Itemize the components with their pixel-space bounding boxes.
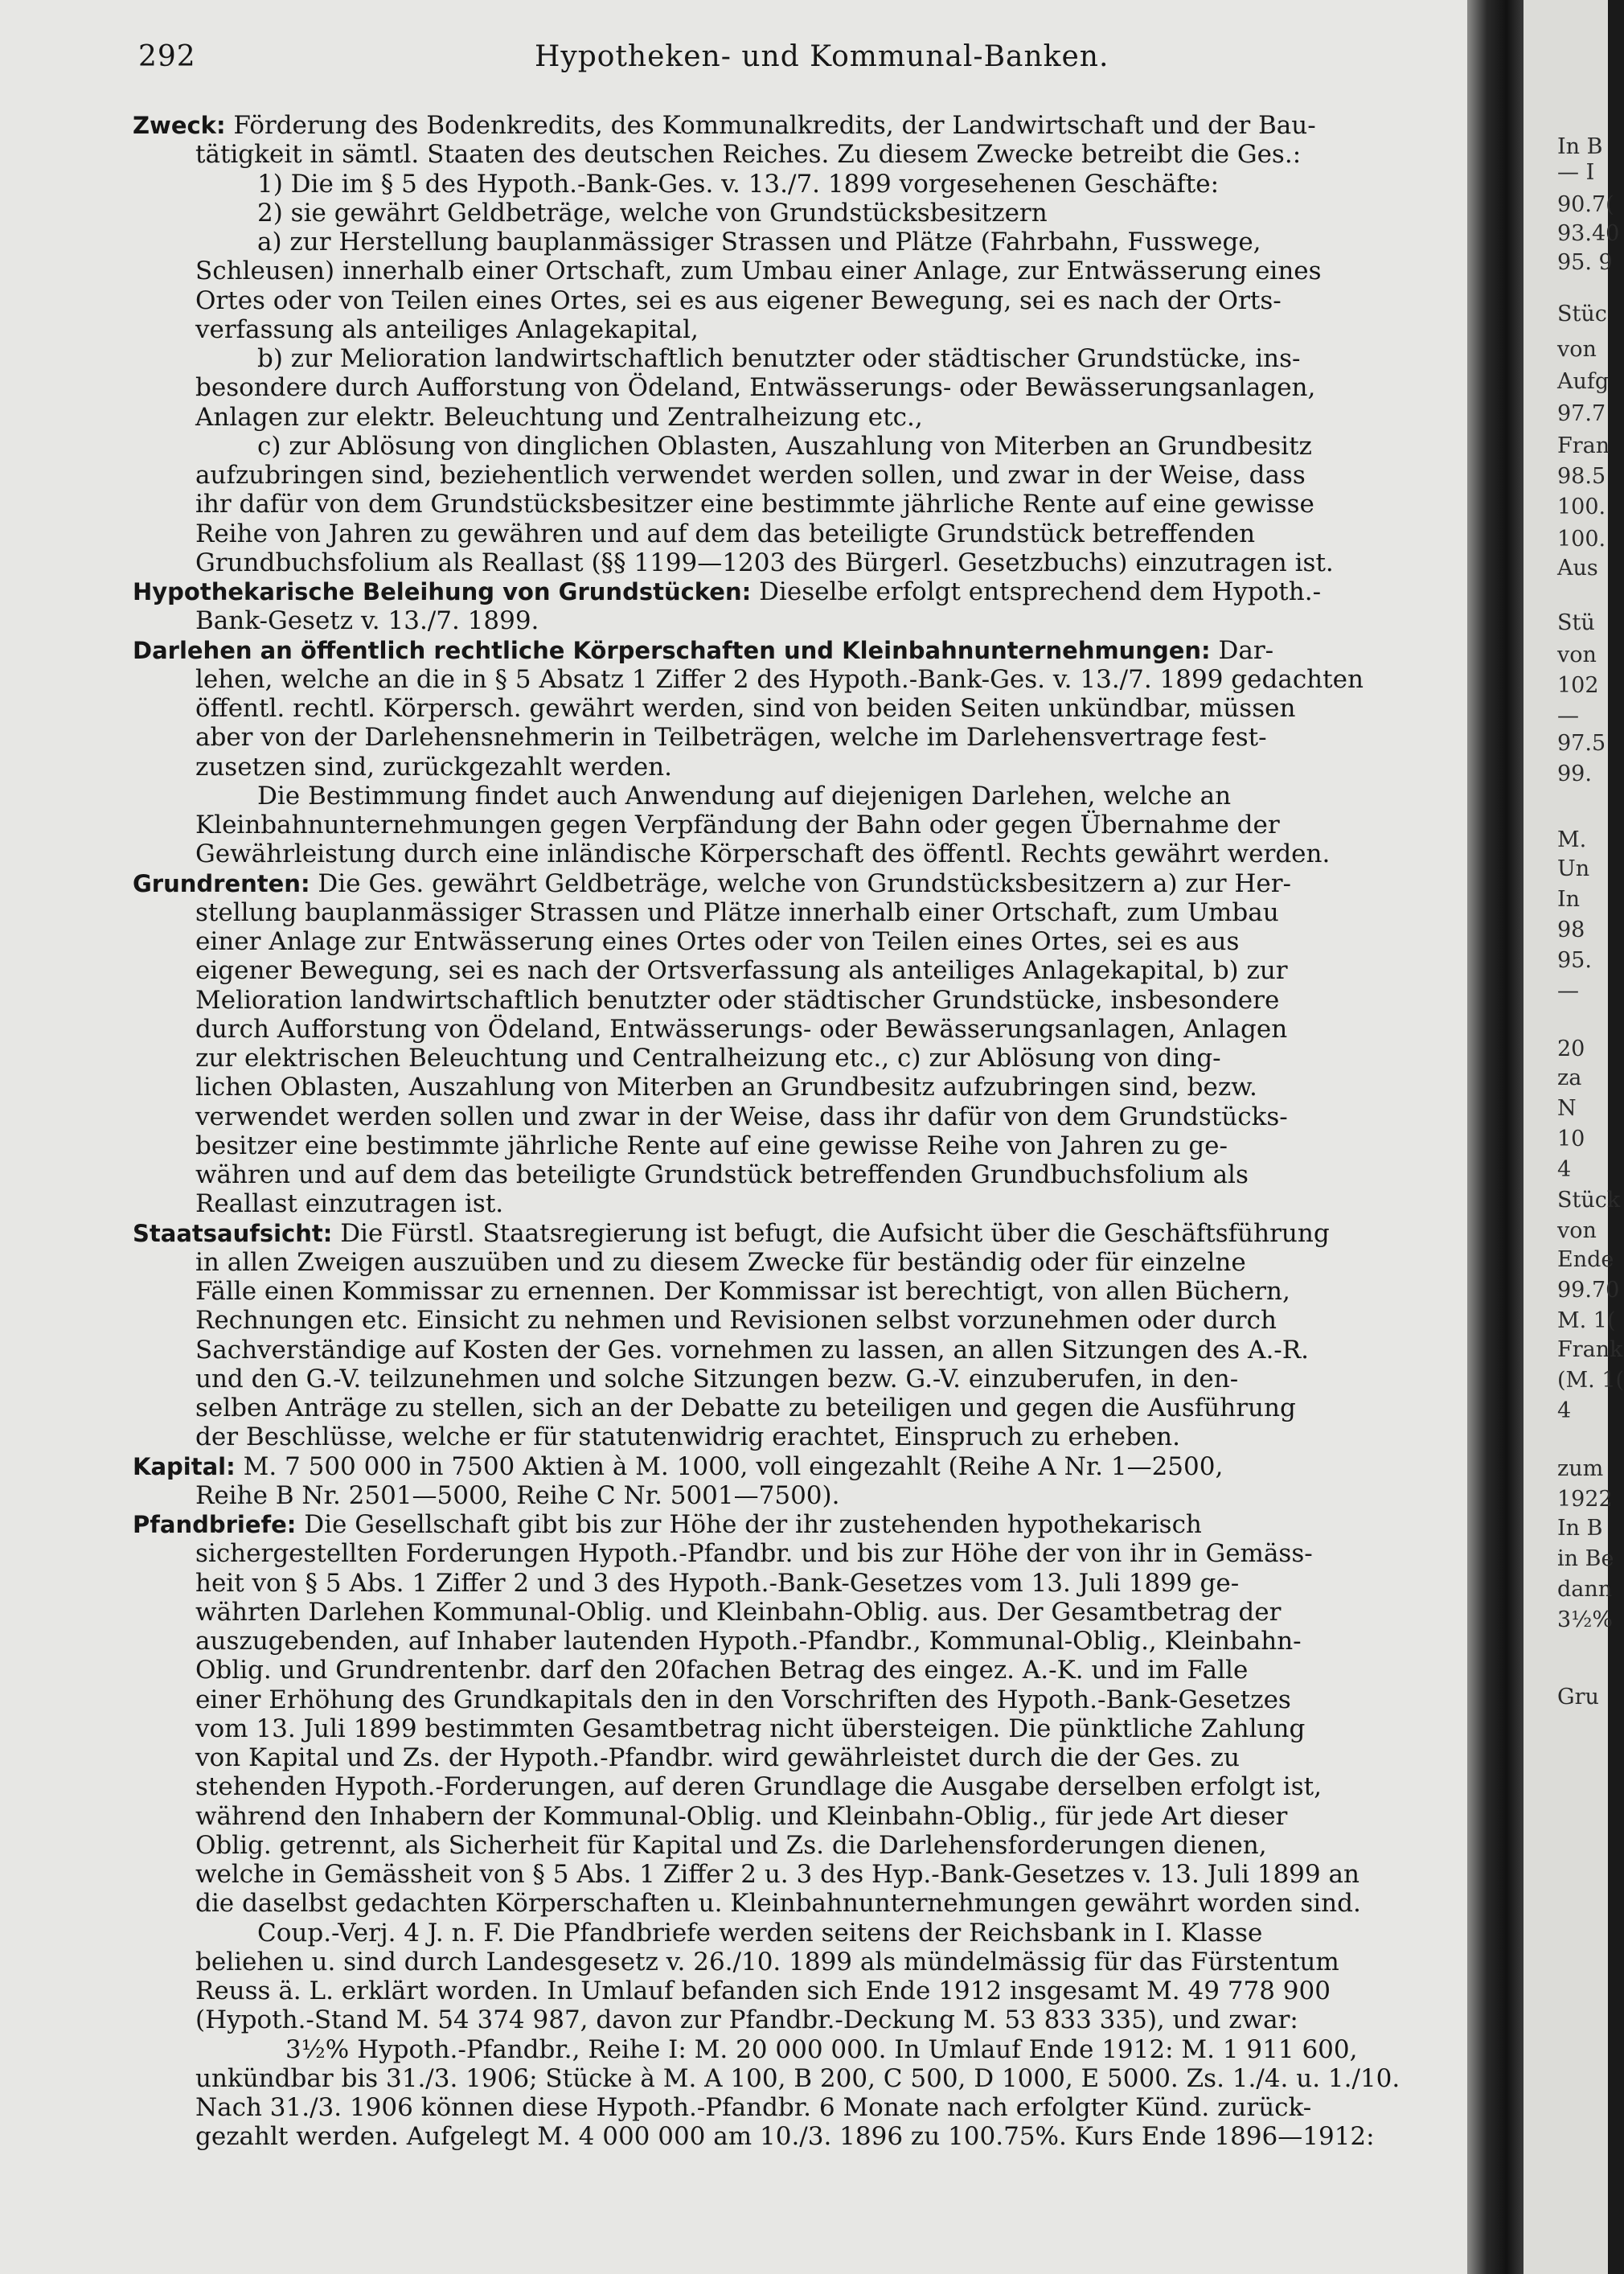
text-line [133, 898, 1455, 927]
text-line [133, 1656, 1455, 1685]
adjacent-page-text: 10 [1557, 1127, 1585, 1151]
line-text: Förderung des Bodenkredits, des Kommunalkredits, der Landwirtschaft und der Bau- [225, 111, 1316, 140]
line-text: in allen Zweigen auszuüben und zu diesem Zwecke für beständig oder für einzelne [195, 1247, 1246, 1277]
adjacent-page-text: Aufg [1557, 369, 1610, 394]
text-line [133, 1889, 1455, 1918]
line-text: Schleusen) innerhalb einer Ortschaft, zum Umbau einer Anlage, zur Entwässerung eines [195, 257, 1322, 286]
text-line [133, 1336, 1455, 1365]
line-text: zur elektrischen Beleuchtung und Centralheizung etc., c) zur Ablösung von ding- [195, 1044, 1221, 1073]
adjacent-page-text: 95. 9 [1557, 250, 1613, 275]
line-text: währen und auf dem das beteiligte Grundstück betreffenden Grundbuchsfolium als [195, 1160, 1249, 1189]
line-text: besitzer eine bestimmte jährliche Rente auf eine gewisse Reihe von Jahren zu ge- [195, 1131, 1228, 1160]
text-line [133, 1802, 1455, 1831]
adjacent-page-text: zum [1557, 1456, 1604, 1481]
section-heading: Pfandbriefe: [133, 1511, 297, 1538]
adjacent-page-text: Stück [1557, 1188, 1621, 1213]
running-title: Hypotheken- und Kommunal-Banken. [535, 40, 1109, 73]
text-line [133, 1044, 1455, 1073]
text-line [133, 1219, 1455, 1248]
line-text: Coup.-Verj. 4 J. n. F. Die Pfandbriefe werden seitens der Reichsbank in I. Klasse [257, 1918, 1263, 1948]
line-text: 3½% Hypoth.-Pfandbr., Reihe I: M. 20 000 000. In Umlauf Ende 1912: M. 1 911 600, [285, 2034, 1358, 2064]
text-line [133, 1189, 1455, 1218]
text-line [133, 782, 1455, 811]
line-text: sichergestellten Forderungen Hypoth.-Pfandbr. und bis zur Höhe der von ihr in Gemäss- [195, 1539, 1313, 1569]
line-text: Reihe von Jahren zu gewähren und auf dem das beteiligte Grundstück betreffenden [195, 519, 1256, 548]
adjacent-page-text: dann [1557, 1577, 1613, 1602]
text-line [133, 2093, 1455, 2122]
section-heading: Grundrenten: [133, 869, 310, 897]
text-line [133, 1948, 1455, 1976]
line-text: 1) Die im § 5 des Hypoth.-Bank-Ges. v. 13./7. 1899 vorgesehenen Geschäfte: [257, 169, 1220, 199]
text-line [133, 1772, 1455, 1801]
line-text: Oblig. getrennt, als Sicherheit für Kapital und Zs. die Darlehensforderungen dienen, [195, 1830, 1267, 1860]
adjacent-page-text: In B [1557, 134, 1603, 159]
text-line [133, 694, 1455, 723]
line-text: Rechnungen etc. Einsicht zu nehmen und Revisionen selbst vorzunehmen oder durch [195, 1306, 1277, 1336]
text-line [133, 199, 1455, 228]
line-text: Bank-Gesetz v. 13./7. 1899. [195, 606, 539, 636]
text-line [133, 403, 1455, 432]
text-line [133, 1073, 1455, 1102]
text-line [133, 723, 1455, 752]
adjacent-page-text: 99. [1557, 761, 1592, 786]
line-text: zusetzen sind, zurückgezahlt werden. [195, 752, 672, 782]
text-line [133, 1627, 1455, 1656]
line-text: Oblig. und Grundrentenbr. darf den 20fachen Betrag des eingez. A.-K. und im Falle [195, 1656, 1249, 1685]
text-line [133, 1860, 1455, 1889]
adjacent-page-text: Gru [1557, 1685, 1599, 1710]
adjacent-page-text: in Be [1557, 1546, 1614, 1571]
text-line [133, 2035, 1455, 2064]
line-text: b) zur Melioration landwirtschaftlich benutzter oder städtischer Grundstücke, ins- [257, 344, 1301, 373]
line-text: die daselbst gedachten Körperschaften u. Kleinbahnunternehmungen gewährt worden sind. [195, 1889, 1361, 1919]
adjacent-page-text: In B [1557, 1516, 1603, 1541]
text-line [133, 1306, 1455, 1335]
text-line [133, 1102, 1455, 1131]
text-line [133, 344, 1455, 373]
line-text: a) zur Herstellung bauplanmässiger Strassen und Plätze (Fahrbahn, Fusswege, [257, 228, 1261, 257]
adjacent-page-text: Stü [1557, 610, 1595, 635]
line-text: und den G.-V. teilzunehmen und solche Sitzungen bezw. G.-V. einzuberufen, in den- [195, 1364, 1239, 1394]
adjacent-page-text: Frank [1557, 1337, 1623, 1362]
text-line [133, 956, 1455, 985]
adjacent-page-text: 98.5 [1557, 464, 1606, 489]
adjacent-page-text: 90.7( [1557, 192, 1614, 217]
line-text: welche in Gemässheit von § 5 Abs. 1 Ziffer 2 u. 3 des Hyp.-Bank-Gesetzes v. 13. Juli 1899 an [195, 1860, 1359, 1889]
text-line [133, 2005, 1455, 2034]
adjacent-page-text: 100. [1557, 527, 1606, 552]
adjacent-page-text: 102 [1557, 673, 1599, 698]
text-line [133, 170, 1455, 199]
line-text: lichen Oblasten, Auszahlung von Miterben an Grundbesitz aufzubringen sind, bezw. [195, 1073, 1257, 1102]
adjacent-page-text: Un [1557, 856, 1590, 881]
line-text: eigener Bewegung, sei es nach der Ortsverfassung als anteiliges Anlagekapital, b) zur [195, 956, 1288, 986]
line-text: Reuss ä. L. erklärt worden. In Umlauf befanden sich Ende 1912 insgesamt M. 49 778 900 [195, 1976, 1331, 2005]
section-heading: Hypothekarische Beleihung von Grundstücken: [133, 578, 752, 605]
text-line [133, 373, 1455, 402]
text-line [133, 2122, 1455, 2151]
text-line [133, 1015, 1455, 1044]
adjacent-page-text: von [1557, 1218, 1597, 1243]
line-text: selben Anträge zu stellen, sich an der Debatte zu beteiligen und gegen die Ausführung [195, 1394, 1296, 1422]
adjacent-page-text: M. [1557, 827, 1587, 852]
line-text: Reallast einzutragen ist. [195, 1189, 504, 1219]
line-text: öffentl. rechtl. Körpersch. gewährt werden, sind von beiden Seiten unkündbar, müssen [195, 694, 1296, 723]
text-line [133, 1248, 1455, 1277]
line-text: verwendet werden sollen und zwar in der Weise, dass ihr dafür von dem Grundstücks- [195, 1102, 1288, 1131]
text-line [133, 548, 1455, 577]
line-text: einer Erhöhung des Grundkapitals den in den Vorschriften des Hypoth.-Bank-Gesetzes [195, 1685, 1291, 1714]
adjacent-page-text: — [1557, 979, 1579, 1004]
section-heading: Kapital: [133, 1452, 236, 1480]
line-text: Fälle einen Kommissar zu ernennen. Der Kommissar ist berechtigt, von allen Büchern, [195, 1277, 1290, 1306]
text-line [133, 1277, 1455, 1306]
adjacent-page-text: von [1557, 642, 1597, 667]
text-line [133, 461, 1455, 490]
text-line [133, 257, 1455, 285]
line-text: Die Bestimmung findet auch Anwendung auf diejenigen Darlehen, welche an [257, 781, 1232, 811]
line-text: M. 7 500 000 in 7500 Aktien à M. 1000, voll eingezahlt (Reihe A Nr. 1—2500, [235, 1451, 1224, 1481]
adjacent-page-text: za [1557, 1065, 1582, 1090]
text-line [133, 228, 1455, 257]
line-text: der Beschlüsse, welche er für statutenwidrig erachtet, Einspruch zu erheben. [195, 1422, 1180, 1452]
line-text: auszugebenden, auf Inhaber lautenden Hypoth.-Pfandbr., Kommunal-Oblig., Kleinbahn- [195, 1627, 1302, 1656]
adjacent-page-text: M. 1( [1557, 1308, 1616, 1333]
adjacent-page-text: — I [1557, 160, 1595, 185]
line-text: aufzubringen sind, beziehentlich verwendet werden sollen, und zwar in der Weise, dass [195, 461, 1306, 490]
adjacent-page-text: — [1557, 704, 1579, 729]
adjacent-page-text: 95. [1557, 948, 1592, 973]
text-line [133, 315, 1455, 344]
text-line [133, 1539, 1455, 1568]
adjacent-page-text: Stüc [1557, 302, 1607, 326]
line-text: einer Anlage zur Entwässerung eines Ortes oder von Teilen eines Ortes, sei es aus [195, 927, 1240, 956]
line-text: Dar- [1210, 635, 1274, 665]
text-line [133, 636, 1455, 665]
line-text: Sachverständige auf Kosten der Ges. vornehmen zu lassen, an allen Sitzungen des A.-R. [195, 1335, 1309, 1365]
text-line [133, 1422, 1455, 1451]
text-line [133, 986, 1455, 1015]
line-text: Gewährleistung durch eine inländische Körperschaft des öffentl. Rechts gewährt werden. [195, 839, 1331, 869]
adjacent-page-text: Ende [1557, 1247, 1614, 1272]
line-text: währten Darlehen Kommunal-Oblig. und Kleinbahn-Oblig. aus. Der Gesamtbetrag der [195, 1597, 1282, 1627]
text-line [133, 1743, 1455, 1772]
line-text: lehen, welche an die in § 5 Absatz 1 Ziffer 2 des Hypoth.-Bank-Ges. v. 13./7. 1899 gedachten [195, 664, 1364, 694]
text-line [133, 1976, 1455, 2005]
adjacent-page-text: 4 [1557, 1157, 1572, 1182]
text-line [133, 665, 1455, 694]
section-heading: Zweck: [133, 112, 226, 139]
line-text: Die Fürstl. Staatsregierung ist befugt, die Aufsicht über die Geschäftsführung [332, 1218, 1330, 1248]
line-text: ihr dafür von dem Grundstücksbesitzer eine bestimmte jährliche Rente auf eine gewisse [195, 490, 1314, 519]
text-line [133, 2064, 1455, 2093]
line-text: während den Inhabern der Kommunal-Oblig. und Kleinbahn-Oblig., für jede Art dieser [195, 1801, 1288, 1831]
line-text: Anlagen zur elektr. Beleuchtung und Zentralheizung etc., [195, 402, 923, 432]
adjacent-page-text: 3½% [1557, 1607, 1614, 1632]
adjacent-page-text: 4 [1557, 1398, 1572, 1423]
text-line [133, 1365, 1455, 1394]
text-line [133, 577, 1455, 606]
line-text: gezahlt werden. Aufgelegt M. 4 000 000 am 10./3. 1896 zu 100.75%. Kurs Ende 1896—1912: [195, 2122, 1375, 2152]
line-text: Die Gesellschaft gibt bis zur Höhe der ihr zustehenden hypothekarisch [296, 1510, 1202, 1539]
text-line [133, 1131, 1455, 1160]
text-line [133, 1714, 1455, 1743]
page-number: 292 [138, 40, 196, 73]
line-text: (Hypoth.-Stand M. 54 374 987, davon zur Pfandbr.-Deckung M. 53 833 335), und zwar: [195, 2005, 1298, 2035]
line-text: Ortes oder von Teilen eines Ortes, sei es aus eigener Bewegung, sei es nach der Orts- [195, 285, 1282, 315]
text-line [133, 432, 1455, 461]
section-heading: Staatsaufsicht: [133, 1219, 333, 1247]
text-line [133, 869, 1455, 898]
text-line [133, 1160, 1455, 1189]
text-line [133, 140, 1455, 169]
text-line [133, 490, 1455, 519]
line-text: Nach 31./3. 1906 können diese Hypoth.-Pfandbr. 6 Monate nach erfolgter Künd. zurück- [195, 2093, 1312, 2122]
line-text: Melioration landwirtschaftlich benutzter oder städtischer Grundstücke, insbesondere [195, 985, 1280, 1015]
line-text: Grundbuchsfolium als Reallast (§§ 1199—1203 des Bürgerl. Gesetzbuchs) einzutragen ist. [195, 548, 1334, 577]
text-line [133, 1452, 1455, 1481]
adjacent-page-text: Fran [1557, 433, 1610, 458]
adjacent-page-text: 93.40 [1557, 221, 1620, 246]
adjacent-page-text: 1922 [1557, 1487, 1613, 1512]
text-line [133, 811, 1455, 839]
adjacent-page-text: 97.5 [1557, 731, 1606, 756]
line-text: 2) sie gewährt Geldbeträge, welche von Grundstücksbesitzern [257, 198, 1048, 228]
line-text: durch Aufforstung von Ödeland, Entwässerungs- oder Bewässerungsanlagen, Anlagen [195, 1014, 1288, 1044]
text-line [133, 1481, 1455, 1510]
line-text: Kleinbahnunternehmungen gegen Verpfändung der Bahn oder gegen Übernahme der [195, 811, 1280, 839]
adjacent-page-text: 20 [1557, 1036, 1585, 1061]
line-text: vom 13. Juli 1899 bestimmten Gesamtbetrag nicht übersteigen. Die pünktliche Zahlung [195, 1714, 1306, 1743]
text-line [133, 1831, 1455, 1860]
line-text: Reihe B Nr. 2501—5000, Reihe C Nr. 5001—7500). [195, 1480, 840, 1510]
line-text: besondere durch Aufforstung von Ödeland, Entwässerungs- oder Bewässerungsanlagen, [195, 373, 1316, 403]
line-text: stellung bauplanmässiger Strassen und Plätze innerhalb einer Ortschaft, zum Umbau [195, 897, 1279, 927]
section-heading: Darlehen an öffentlich rechtliche Körperschaften und Kleinbahnunternehmungen: [133, 636, 1211, 664]
adjacent-page-text: 99.70 [1557, 1278, 1620, 1303]
book-gutter [1467, 0, 1524, 2274]
line-text: aber von der Darlehensnehmerin in Teilbeträgen, welche im Darlehensvertrage fest- [195, 723, 1267, 753]
adjacent-page-text: (M. 1( [1557, 1368, 1624, 1393]
adjacent-page-text: In [1557, 887, 1581, 912]
adjacent-page-text: 100. [1557, 495, 1606, 519]
text-line [133, 839, 1455, 868]
line-text: stehenden Hypoth.-Forderungen, auf deren Grundlage die Ausgabe derselben erfolgt ist, [195, 1772, 1322, 1802]
adjacent-page-text: von [1557, 337, 1597, 362]
text-line [133, 606, 1455, 635]
adjacent-page-text: Aus [1557, 556, 1598, 581]
body-text [133, 111, 1455, 2152]
text-line [133, 519, 1455, 548]
line-text: beliehen u. sind durch Landesgesetz v. 26./10. 1899 als mündelmässig für das Fürstentum [195, 1947, 1339, 1976]
text-line [133, 111, 1455, 140]
line-text: heit von § 5 Abs. 1 Ziffer 2 und 3 des Hypoth.-Bank-Gesetzes vom 13. Juli 1899 ge- [195, 1568, 1240, 1598]
line-text: c) zur Ablösung von dinglichen Oblasten, Auszahlung von Miterben an Grundbesitz [257, 431, 1312, 461]
text-line [133, 1569, 1455, 1598]
line-text: tätigkeit in sämtl. Staaten des deutschen Reiches. Zu diesem Zwecke betreibt die Ges.: [195, 140, 1302, 170]
text-line [133, 753, 1455, 782]
line-text: verfassung als anteiliges Anlagekapital, [195, 314, 699, 344]
line-text: von Kapital und Zs. der Hypoth.-Pfandbr. wird gewährleistet durch die der Ges. zu [195, 1743, 1240, 1772]
adjacent-page-text: 97.7 [1557, 401, 1606, 426]
line-text: unkündbar bis 31./3. 1906; Stücke à M. A 100, B 200, C 500, D 1000, E 5000. Zs. 1./4. u. 1./10. [195, 2063, 1400, 2093]
adjacent-page-text: 98 [1557, 917, 1585, 942]
text-line [133, 1394, 1455, 1422]
adjacent-page-text: N [1557, 1096, 1577, 1121]
adjacent-page-fragment [1524, 0, 1624, 2274]
text-line [133, 927, 1455, 956]
text-line [133, 1510, 1455, 1539]
text-line [133, 1685, 1455, 1714]
line-text: Dieselbe erfolgt entsprechend dem Hypoth.- [751, 577, 1322, 606]
text-line [133, 286, 1455, 315]
text-line [133, 1598, 1455, 1627]
text-line [133, 1919, 1455, 1948]
line-text: Die Ges. gewährt Geldbeträge, welche von Grundstücksbesitzern a) zur Her- [310, 868, 1292, 898]
